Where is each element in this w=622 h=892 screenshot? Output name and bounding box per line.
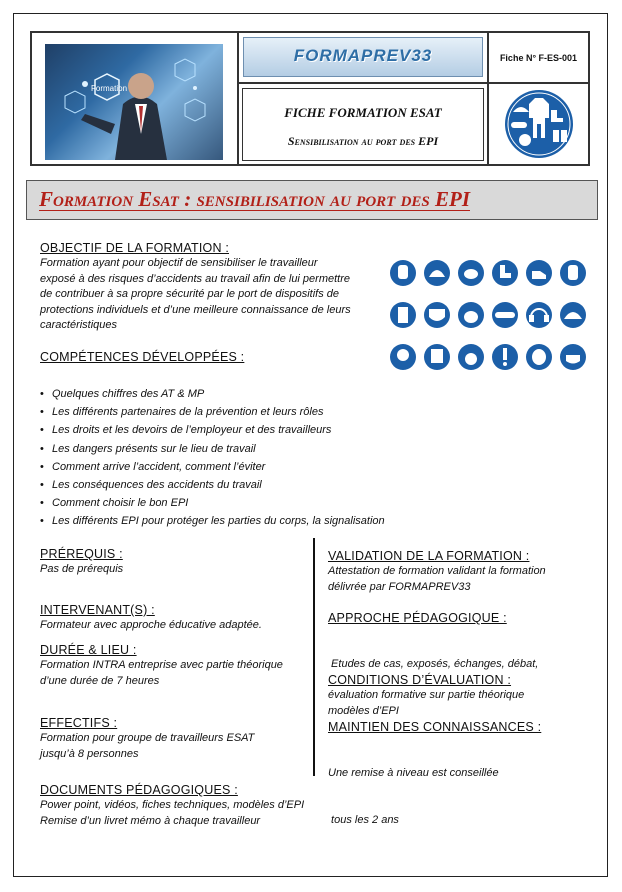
gas-mask-icon: [526, 344, 552, 370]
banner-title: Formation Esat : sensibilisation au port des EPI: [39, 187, 471, 211]
documents-line: Remise d’un livret mémo à chaque travailleur: [40, 814, 261, 827]
document-page: [13, 13, 608, 877]
objectif-heading: OBJECTIF DE LA FORMATION :: [40, 241, 230, 255]
list-item: • Les différents EPI pour protéger les parties du corps, la signalisation: [40, 515, 385, 533]
businessman-touchscreen-image: [45, 44, 223, 160]
objectif-text: [40, 256, 380, 334]
maintien-line: Une remise à niveau est conseillée: [328, 767, 499, 779]
duree-heading: DURÉE & LIEU :: [40, 643, 137, 657]
brand-cell: [238, 32, 488, 83]
ppe-pictogram-grid: [389, 257, 589, 389]
documents-heading: DOCUMENTS PÉDAGOGIQUES :: [40, 783, 238, 797]
objectif-line: exposé à des risques d’accidents au travail afin de lui permettre: [40, 272, 351, 285]
duree-text: [40, 658, 283, 689]
documents-line: Power point, vidéos, fiches techniques, modèles d’EPI: [40, 799, 305, 811]
competences-list: [40, 388, 385, 534]
effectifs-line: jusqu’à 8 personnes: [40, 747, 139, 760]
header-table: [30, 31, 590, 166]
effectifs-text: [40, 731, 254, 762]
approche-line: Etudes de cas, exposés, échanges, débat,: [328, 658, 539, 670]
training-photo: [45, 44, 223, 160]
list-item: • Comment choisir le bon EPI: [40, 497, 385, 515]
boots-icon: [492, 260, 518, 286]
validation-line: délivrée par FORMAPREV33: [328, 580, 471, 593]
sheet-title: FICHE FORMATION ESAT: [284, 105, 442, 120]
fiche-ref-cell: [488, 32, 589, 83]
gloves2-icon: [560, 260, 586, 286]
title-frame: [242, 88, 484, 161]
competences-heading: COMPÉTENCES DÉVELOPPÉES :: [40, 350, 245, 364]
ear-muffs-icon: [526, 302, 552, 328]
validation-heading: VALIDATION DE LA FORMATION :: [328, 549, 530, 563]
list-item: • Les droits et les devoirs de l’employeur et des travailleurs: [40, 424, 385, 442]
approche-line: modèles d’EPI: [328, 704, 399, 717]
objectif-line: de contribuer à sa propre sécurité par le port de dispositifs de: [40, 288, 339, 300]
ppe-icon-cell: [488, 83, 589, 165]
brand-logo: FORMAPREV33: [243, 37, 483, 77]
respirator-icon: [458, 344, 484, 370]
duree-line: Formation INTRA entreprise avec partie théorique: [40, 659, 283, 671]
objectif-line: Formation ayant pour objectif de sensibiliser le travailleur: [40, 257, 318, 269]
effectifs-heading: EFFECTIFS :: [40, 716, 118, 730]
list-item: • Les conséquences des accidents du travail: [40, 479, 385, 497]
conditions-heading: CONDITIONS D’ÉVALUATION :: [328, 673, 512, 687]
welding-mask-icon: [424, 344, 450, 370]
maintien-line: tous les 2 ans: [328, 813, 399, 826]
list-item: • Comment arrive l’accident, comment l’éviter: [40, 461, 385, 479]
validation-text: [328, 564, 546, 595]
formation-banner: [26, 180, 598, 220]
goggles-icon: [492, 302, 518, 328]
objectif-line: caractéristiques: [40, 319, 118, 331]
face-shield-icon: [424, 302, 450, 328]
fiche-ref: Fiche N° F-ES-001: [499, 52, 578, 63]
list-item: • Les dangers présents sur le lieu de travail: [40, 443, 385, 461]
photo-label: Formation: [91, 84, 128, 93]
shoe-icon: [526, 260, 552, 286]
mask-icon: [458, 302, 484, 328]
gloves-icon: [390, 260, 416, 286]
safety-sign-icon: [492, 344, 518, 370]
maintien-text: [328, 735, 499, 859]
helmet-icon: [424, 260, 450, 286]
prerequis-text: Pas de prérequis: [40, 563, 124, 575]
approche-heading: APPROCHE PÉDAGOGIQUE :: [328, 611, 507, 625]
hard-hat-icon: [560, 302, 586, 328]
hands-icon: [458, 260, 484, 286]
dust-mask-icon: [560, 344, 586, 370]
column-divider: [313, 538, 315, 776]
ppe-mandatory-icon: [489, 84, 588, 164]
title-cell: [238, 83, 488, 165]
validation-line: Attestation de formation validant la formation: [328, 565, 546, 577]
maintien-heading: MAINTIEN DES CONNAISSANCES :: [328, 720, 542, 734]
conditions-text: évaluation formative sur partie théorique: [328, 689, 525, 701]
list-item: • Les différents partenaires de la prévention et leurs rôles: [40, 406, 385, 424]
documents-text: [40, 798, 304, 829]
head-protection-icon: [390, 344, 416, 370]
duree-line: d’une durée de 7 heures: [40, 674, 160, 687]
prerequis-heading: PRÉREQUIS :: [40, 547, 123, 561]
list-item: • Quelques chiffres des AT & MP: [40, 388, 385, 406]
apron-icon: [390, 302, 416, 328]
effectifs-line: Formation pour groupe de travailleurs ESAT: [40, 732, 255, 744]
header-photo-cell: [31, 32, 238, 165]
intervenant-text: Formateur avec approche éducative adaptée.: [40, 619, 262, 631]
objectif-line: protections individuels et d’une meilleure connaissance de leurs: [40, 303, 351, 316]
intervenant-heading: INTERVENANT(S) :: [40, 603, 155, 617]
sheet-subtitle: Sensibilisation au port des EPI: [287, 134, 439, 148]
